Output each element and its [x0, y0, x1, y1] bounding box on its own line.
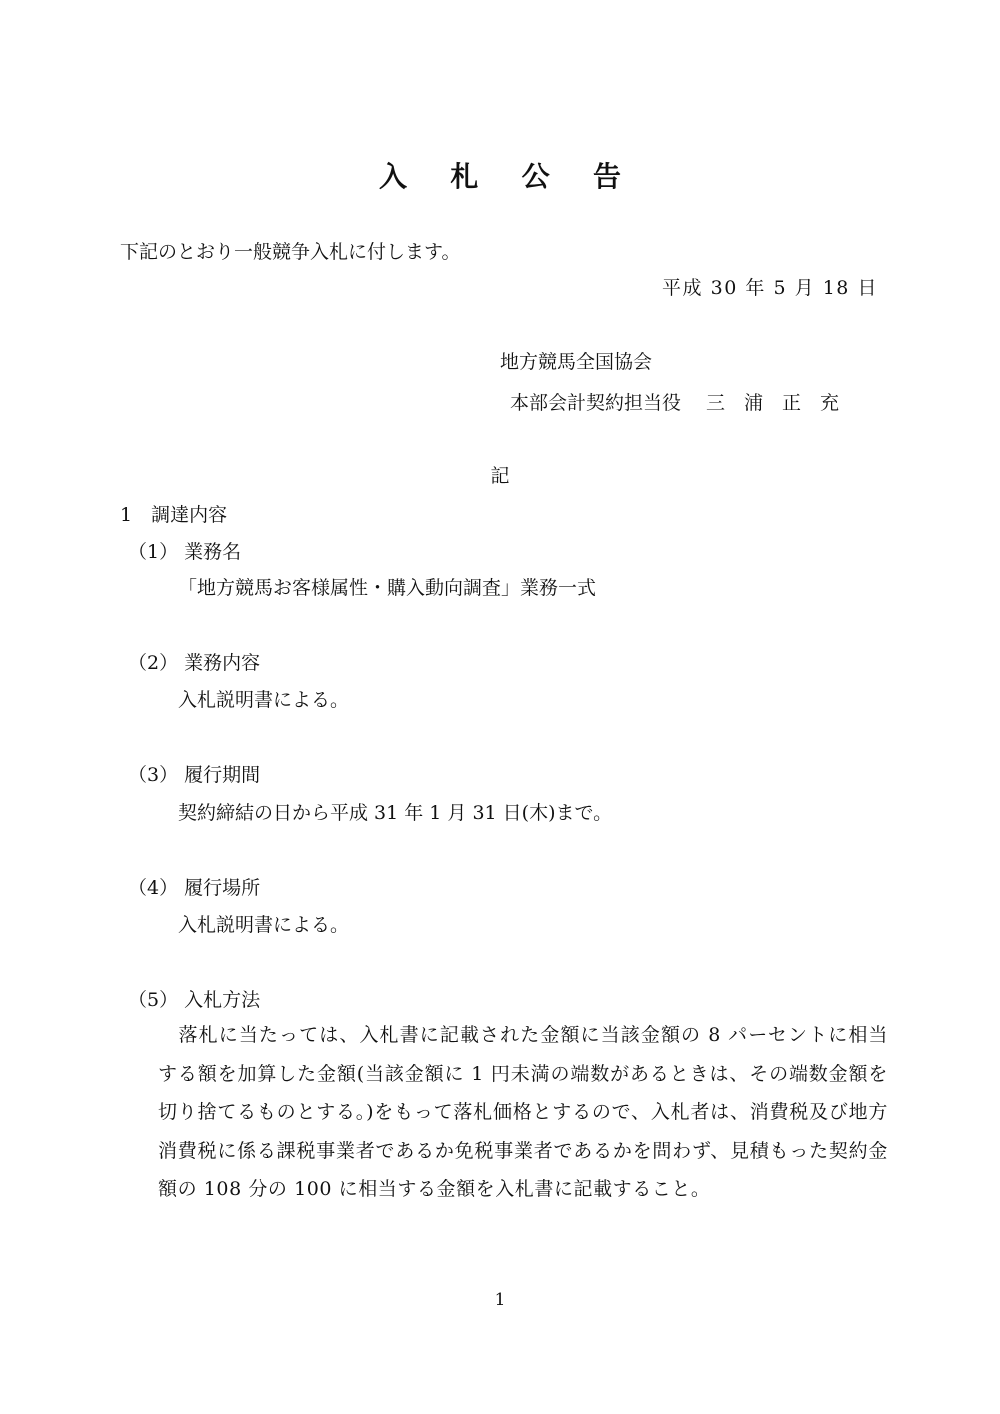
bidding-method-paragraph	[158, 1016, 888, 1209]
item-heading: （1） 業務名	[128, 541, 242, 563]
issuer-officer: 本部会計契約担当役 三 浦 正 充	[510, 392, 840, 414]
page-title: 入 札 公 告	[378, 159, 638, 193]
issue-date: 平成 30 年 5 月 18 日	[662, 277, 878, 299]
item-heading: （2） 業務内容	[128, 652, 261, 674]
item-heading: （5） 入札方法	[128, 989, 261, 1011]
item-body: 入札説明書による。	[178, 914, 350, 936]
item-heading: （4） 履行場所	[128, 877, 261, 899]
item-body: 入札説明書による。	[178, 689, 350, 711]
page-number: 1	[494, 1290, 506, 1310]
issuer-organization: 地方競馬全国協会	[500, 351, 653, 373]
section-heading: 1 調達内容	[120, 504, 228, 526]
item-body: 契約締結の日から平成 31 年 1 月 31 日(木)まで。	[178, 802, 613, 824]
item-body: 「地方競馬お客様属性・購入動向調査」業務一式	[178, 577, 597, 599]
ki-heading: 記	[490, 465, 510, 487]
item-heading: （3） 履行期間	[128, 764, 261, 786]
bidding-method-text: 落札に当たっては、入札書に記載された金額に当該金額の 8 パーセントに相当する額を加算した金額(当該金額に 1 円未満の端数があるときは、その端数金額を切り捨てるものとする。)をもって落札価格とするので、入札者は、消費税及び地方消費税に係る課税事業者であるか免税事業者であるかを問わず、見積もった契約金額の 108 分の 100 に相当する金額を入札書に記載すること。	[158, 1024, 888, 1200]
intro-text: 下記のとおり一般競争入札に付します。	[120, 241, 461, 263]
